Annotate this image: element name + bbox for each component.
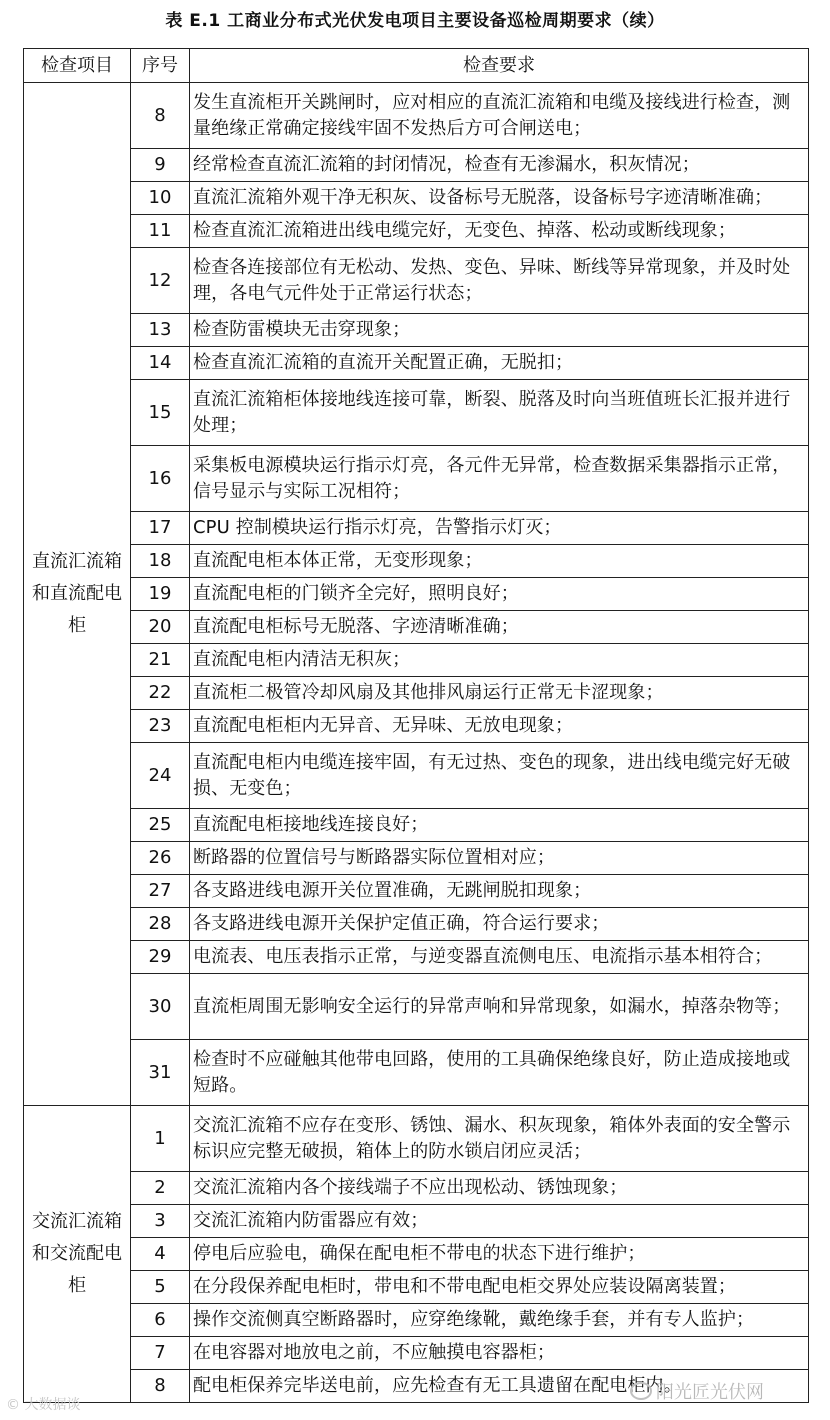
row-number: 27 [131,875,190,908]
row-number: 19 [131,578,190,611]
row-number: 8 [131,1370,190,1403]
table-row [24,578,809,611]
requirement-text: CPU 控制模块运行指示灯亮，告警指示灯灭； [190,512,809,545]
requirement-text: 在分段保养配电柜时，带电和不带电配电柜交界处应装设隔离装置； [190,1271,809,1304]
table-row [24,446,809,512]
requirement-text: 直流配电柜的门锁齐全完好，照明良好； [190,578,809,611]
row-number: 6 [131,1304,190,1337]
table-row [24,1106,809,1172]
table-row [24,1337,809,1370]
requirement-text: 电流表、电压表指示正常，与逆变器直流侧电压、电流指示基本相符合； [190,941,809,974]
header-no: 序号 [131,49,190,83]
row-number: 12 [131,248,190,314]
row-number: 5 [131,1271,190,1304]
header-req: 检查要求 [190,49,809,83]
requirement-text: 在电容器对地放电之前，不应触摸电容器柜； [190,1337,809,1370]
wechat-icon [630,1382,652,1400]
requirement-text: 检查直流汇流箱进出线电缆完好，无变色、掉落、松动或断线现象； [190,215,809,248]
requirement-text: 直流柜二极管冷却风扇及其他排风扇运行正常无卡涩现象； [190,677,809,710]
requirement-text: 配电柜保养完毕送电前，应先检查有无工具遗留在配电柜内。 [190,1370,809,1403]
requirement-text: 发生直流柜开关跳闸时，应对相应的直流汇流箱和电缆及接线进行检查，测量绝缘正常确定接线牢固不发热后方可合闸送电； [190,83,809,149]
table-row [24,248,809,314]
requirement-text: 操作交流侧真空断路器时，应穿绝缘靴，戴绝缘手套，并有专人监护； [190,1304,809,1337]
table-title: 表 E.1 工商业分布式光伏发电项目主要设备巡检周期要求（续） [165,11,665,31]
table-row [24,941,809,974]
table-row [24,149,809,182]
row-number: 8 [131,83,190,149]
table-row [24,1040,809,1106]
row-number: 4 [131,1238,190,1271]
table-row [24,809,809,842]
requirement-text: 检查各连接部位有无松动、发热、变色、异味、断线等异常现象，并及时处理，各电气元件处于正常运行状态； [190,248,809,314]
table-row [24,743,809,809]
row-number: 2 [131,1172,190,1205]
header-item: 检查项目 [24,49,131,83]
requirement-text: 直流配电柜本体正常，无变形现象； [190,545,809,578]
table-row [24,611,809,644]
row-number: 11 [131,215,190,248]
table-row [24,1172,809,1205]
table-row [24,182,809,215]
row-number: 20 [131,611,190,644]
requirement-text: 各支路进线电源开关保护定值正确，符合运行要求； [190,908,809,941]
inspection-table [23,48,809,1403]
requirement-text: 直流配电柜内电缆连接牢固，有无过热、变色的现象，进出线电缆完好无破损、无变色； [190,743,809,809]
table-row [24,974,809,1040]
row-number: 28 [131,908,190,941]
requirement-text: 直流配电柜内清洁无积灰； [190,644,809,677]
table-row [24,83,809,149]
row-number: 29 [131,941,190,974]
requirement-text: 检查防雷模块无击穿现象； [190,314,809,347]
row-number: 30 [131,974,190,1040]
table-row [24,347,809,380]
requirement-text: 直流配电柜标号无脱落、字迹清晰准确； [190,611,809,644]
requirement-text: 直流配电柜柜内无异音、无异味、无放电现象； [190,710,809,743]
row-number: 26 [131,842,190,875]
category-cell: 直流汇流箱和直流配电柜 [24,83,131,1106]
requirement-text: 采集板电源模块运行指示灯亮，各元件无异常，检查数据采集器指示正常，信号显示与实际工况相符； [190,446,809,512]
row-number: 10 [131,182,190,215]
table-row [24,908,809,941]
requirement-text: 停电后应验电，确保在配电柜不带电的状态下进行维护； [190,1238,809,1271]
row-number: 7 [131,1337,190,1370]
watermark-right-text: 阳光匠光伏网 [656,1382,764,1403]
row-number: 15 [131,380,190,446]
table-body [24,83,809,1403]
requirement-text: 直流柜周围无影响安全运行的异常声响和异常现象，如漏水，掉落杂物等； [190,974,809,1040]
table-row [24,1271,809,1304]
requirement-text: 直流配电柜接地线连接良好； [190,809,809,842]
table-row [24,380,809,446]
row-number: 1 [131,1106,190,1172]
table-row [24,1304,809,1337]
table-row [24,710,809,743]
requirement-text: 交流汇流箱不应存在变形、锈蚀、漏水、积灰现象，箱体外表面的安全警示标识应完整无破损，箱体上的防水锁启闭应灵活； [190,1106,809,1172]
row-number: 13 [131,314,190,347]
table-row [24,314,809,347]
requirement-text: 经常检查直流汇流箱的封闭情况，检查有无渗漏水，积灰情况； [190,149,809,182]
requirement-text: 各支路进线电源开关位置准确，无跳闸脱扣现象； [190,875,809,908]
table-row [24,512,809,545]
table-row [24,875,809,908]
row-number: 31 [131,1040,190,1106]
row-number: 24 [131,743,190,809]
table-row [24,677,809,710]
requirement-text: 直流汇流箱柜体接地线连接可靠，断裂、脱落及时向当班值班长汇报并进行处理； [190,380,809,446]
row-number: 3 [131,1205,190,1238]
row-number: 25 [131,809,190,842]
requirement-text: 检查直流汇流箱的直流开关配置正确，无脱扣； [190,347,809,380]
table-row [24,842,809,875]
row-number: 18 [131,545,190,578]
row-number: 14 [131,347,190,380]
table-row [24,545,809,578]
requirement-text: 直流汇流箱外观干净无积灰、设备标号无脱落，设备标号字迹清晰准确； [190,182,809,215]
header-row [24,49,809,83]
table-row [24,1238,809,1271]
row-number: 22 [131,677,190,710]
table-row [24,644,809,677]
row-number: 21 [131,644,190,677]
row-number: 16 [131,446,190,512]
category-cell: 交流汇流箱和交流配电柜 [24,1106,131,1403]
requirement-text: 检查时不应碰触其他带电回路，使用的工具确保绝缘良好，防止造成接地或短路。 [190,1040,809,1106]
row-number: 9 [131,149,190,182]
table-row [24,1205,809,1238]
watermark-left: © 大数据谈 [6,1397,81,1413]
table-row [24,215,809,248]
row-number: 23 [131,710,190,743]
requirement-text: 断路器的位置信号与断路器实际位置相对应； [190,842,809,875]
requirement-text: 交流汇流箱内防雷器应有效； [190,1205,809,1238]
requirement-text: 交流汇流箱内各个接线端子不应出现松动、锈蚀现象； [190,1172,809,1205]
row-number: 17 [131,512,190,545]
watermark-right [630,1378,764,1404]
